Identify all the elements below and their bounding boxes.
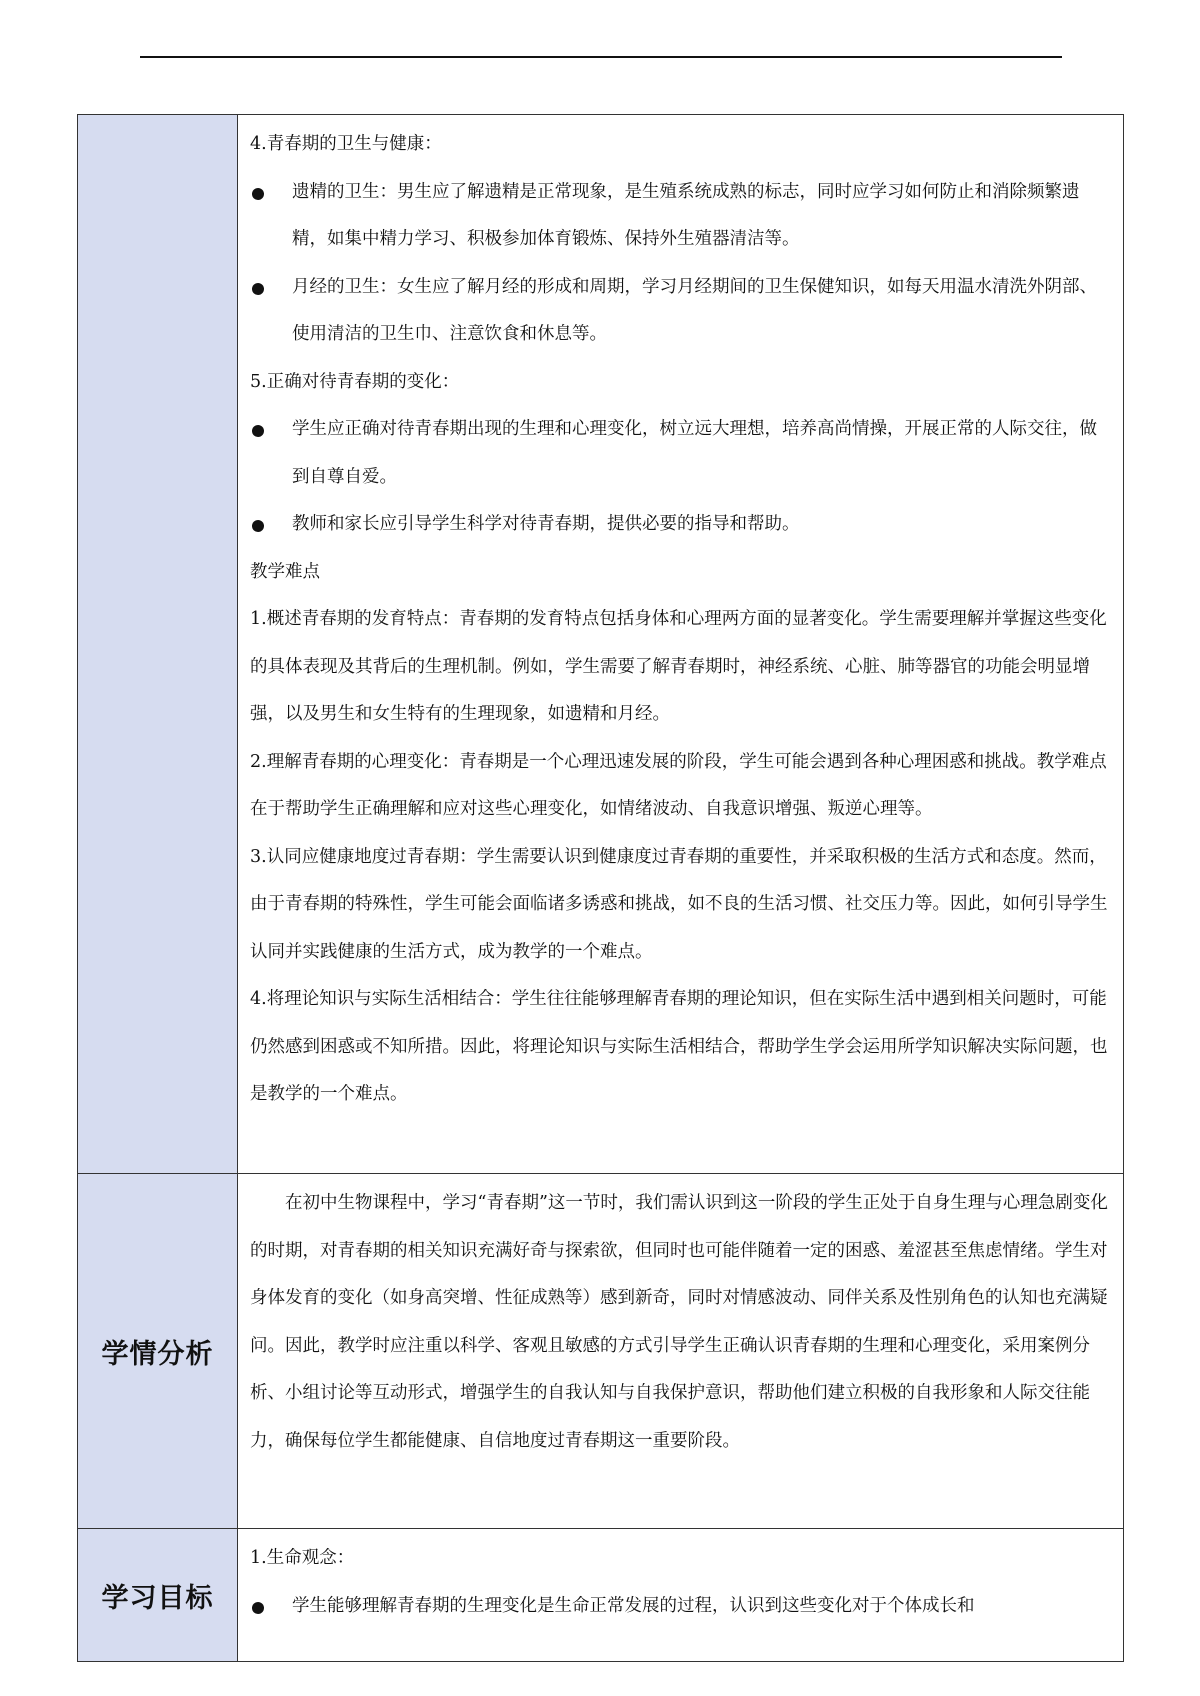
bullet-item <box>250 406 1113 501</box>
bullet-item <box>250 501 1113 549</box>
bullet-text: 学生应正确对待青春期出现的生理和心理变化，树立远大理想，培养高尚情操，开展正常的人际交往，做到自尊自爱。 <box>292 419 1097 487</box>
content-cell-learning-objectives <box>238 1529 1124 1662</box>
header-rule <box>140 56 1062 58</box>
paragraph: 在初中生物课程中，学习“青春期”这一节时，我们需认识到这一阶段的学生正处于自身生理与心理急剧变化的时期，对青春期的相关知识充满好奇与探索欲，但同时也可能伴随着一定的困惑、羞涩甚至焦虑情绪。学生对身体发育的变化（如身高突增、性征成熟等）感到新奇，同时对情感波动、同伴关系及性别角色的认知也充满疑问。因此，教学时应注重以科学、客观且敏感的方式引导学生正确认识青春期的生理和心理变化，采用案例分析、小组讨论等互动形式，增强学生的自我认知与自我保护意识，帮助他们建立积极的自我形象和人际交往能力，确保每位学生都能健康、自信地度过青春期这一重要阶段。 <box>250 1193 1108 1451</box>
bullet-text: 教师和家长应引导学生科学对待青春期，提供必要的指导和帮助。 <box>292 514 800 534</box>
paragraph: 2.理解青春期的心理变化：青春期是一个心理迅速发展的阶段，学生可能会遇到各种心理困惑和挑战。教学难点在于帮助学生正确理解和应对这些心理变化，如情绪波动、自我意识增强、叛逆心理等。 <box>250 751 1107 819</box>
label-cell-empty <box>78 115 238 1174</box>
table-row <box>78 115 1124 1174</box>
row-label: 学习目标 <box>101 1582 214 1614</box>
row-label: 学情分析 <box>101 1338 214 1370</box>
bullet-text: 遗精的卫生：男生应了解遗精是正常现象，是生殖系统成熟的标志，同时应学习如何防止和消除频繁遗精，如集中精力学习、积极参加体育锻炼、保持外生殖器清洁等。 <box>292 181 1080 249</box>
bullet-dot-icon <box>252 425 264 437</box>
bullet-dot-icon <box>252 1602 264 1614</box>
bullet-dot-icon <box>252 520 264 532</box>
table-row <box>78 1174 1124 1529</box>
bullet-item <box>250 1583 1113 1631</box>
paragraph: 1.概述青春期的发育特点：青春期的发育特点包括身体和心理两方面的显著变化。学生需要理解并掌握这些变化的具体表现及其背后的生理机制。例如，学生需要了解青春期时，神经系统、心脏、肺等器官的功能会明显增强，以及男生和女生特有的生理现象，如遗精和月经。 <box>250 609 1107 724</box>
bullet-text: 月经的卫生：女生应了解月经的形成和周期，学习月经期间的卫生保健知识，如每天用温水清洗外阴部、使用清洁的卫生巾、注意饮食和休息等。 <box>292 276 1097 344</box>
bullet-text: 学生能够理解青春期的生理变化是生命正常发展的过程，认识到这些变化对于个体成长和 <box>292 1595 975 1616</box>
content-cell-key-difficult-points <box>238 115 1124 1174</box>
bullet-dot-icon <box>252 188 264 200</box>
paragraph: 4.将理论知识与实际生活相结合：学生往往能够理解青春期的理论知识，但在实际生活中遇到相关问题时，可能仍然感到困惑或不知所措。因此，将理论知识与实际生活相结合，帮助学生学会运用所学知识解决实际问题，也是教学的一个难点。 <box>250 989 1108 1104</box>
lesson-plan-table <box>77 114 1124 1662</box>
label-cell-learner-analysis <box>78 1174 238 1529</box>
paragraph: 1.生命观念： <box>250 1548 355 1568</box>
paragraph: 4.青春期的卫生与健康： <box>250 134 442 154</box>
label-cell-learning-objectives <box>78 1529 238 1662</box>
bullet-item <box>250 169 1113 264</box>
table-row <box>78 1529 1124 1662</box>
bullet-dot-icon <box>252 283 264 295</box>
subheading: 教学难点 <box>250 561 320 582</box>
paragraph: 3.认同应健康地度过青春期：学生需要认识到健康度过青春期的重要性，并采取积极的生活方式和态度。然而，由于青春期的特殊性，学生可能会面临诸多诱惑和挑战，如不良的生活习惯、社交压力等。因此，如何引导学生认同并实践健康的生活方式，成为教学的一个难点。 <box>250 846 1108 962</box>
paragraph: 5.正确对待青春期的变化： <box>250 371 460 392</box>
bullet-item <box>250 264 1113 359</box>
content-cell-learner-analysis <box>238 1174 1124 1529</box>
